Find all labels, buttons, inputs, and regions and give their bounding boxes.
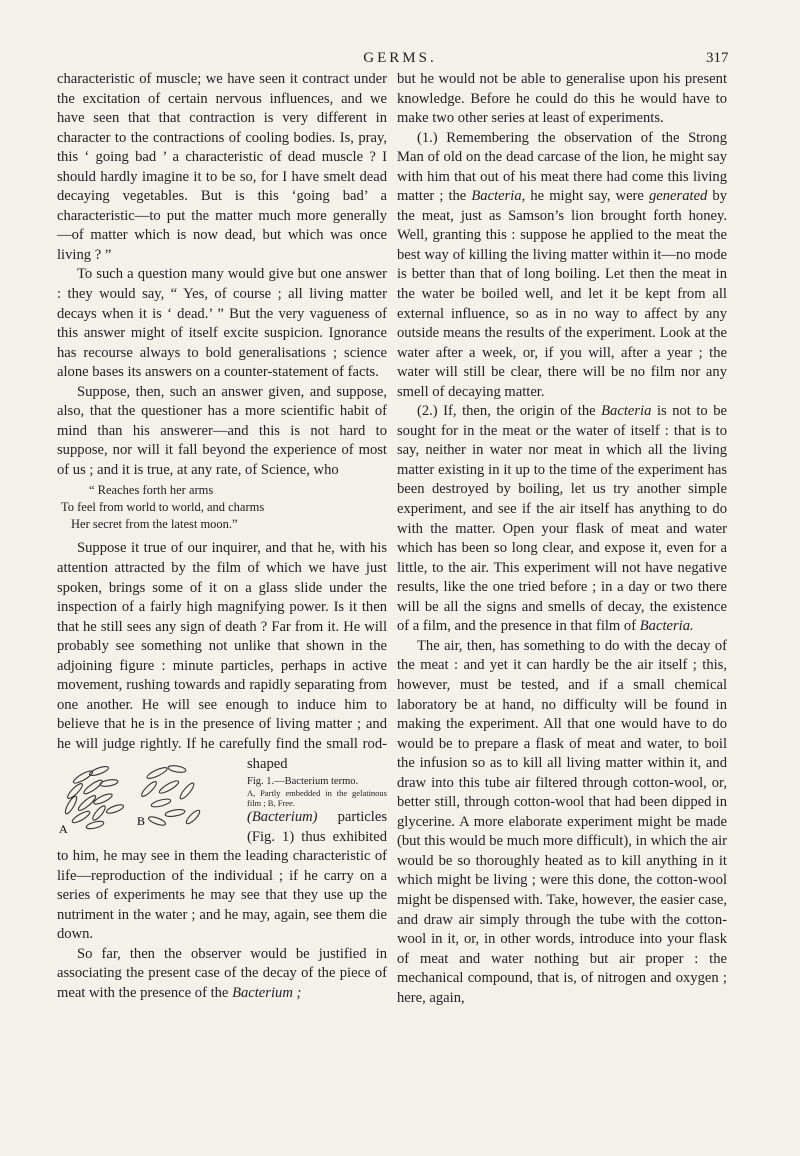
poem-line: “ Reaches forth her arms bbox=[89, 483, 214, 498]
paragraph-text: by the meat, just as Samson’s lion brought forth honey. Well, granting this : suppose he applied to the meat the best way of killing the living matter within it—no mode is better than that of long boiling. Let then the meat in the water be boiled well, and let it be kept from all external influence, so as in no way to affect by any outside means the results of the experiment. Look at the water after a week, or, if you will, after a year ; the water will still be clear, there will be no film nor any smell of decaying matter. bbox=[397, 188, 728, 400]
running-header-title: GERMS. bbox=[363, 50, 437, 66]
left-column bbox=[57, 70, 387, 1004]
paragraph bbox=[397, 402, 727, 637]
italic-term: Bacterium ; bbox=[232, 984, 302, 1001]
paragraph-text: So far, then the observer would be justified in associating the present case of the decay of the piece of meat with the presence of the bbox=[57, 945, 387, 1001]
paragraph: Suppose, then, such an answer given, and suppose, also, that the questioner has a more scientific habit of mind than his answerer—and this is not hard to suppose, nor will it fall beyond the experience of most of us ; and it is true, at any rate, of Science, who bbox=[57, 383, 387, 478]
figure-caption: Fig. 1.—Bacterium termo. bbox=[247, 776, 359, 788]
italic-term: generated bbox=[648, 188, 708, 205]
paragraph: but he would not be able to generalise upon his present knowledge. Before he could do this he would have to make two other series at least of experiments. bbox=[397, 71, 727, 127]
figure-sub-caption: A, Partly embedded in the gelatinous film ; B, Free. bbox=[247, 788, 387, 809]
bacterium-illustration bbox=[57, 759, 237, 835]
right-column bbox=[397, 70, 727, 1008]
poem-line: Her secret from the latest moon.” bbox=[71, 517, 238, 532]
italic-term: Bacteria. bbox=[639, 618, 694, 635]
page-number: 317 bbox=[706, 50, 729, 66]
bacteria-free-b bbox=[140, 764, 202, 826]
paragraph bbox=[57, 945, 387, 1004]
figure-label-b: B bbox=[137, 813, 146, 828]
paragraph bbox=[397, 129, 727, 403]
poem-line: To feel from world to world, and charms bbox=[61, 500, 265, 515]
paragraph: characteristic of muscle; we have seen it contract under the excitation of certain nervous influences, and we have seen that that contraction is very different in character to the contractions of cooling bodies. Is, pray, this ‘ going bad ’ a characteristic of dead muscle ? I should hardly imagine it to be so, for I have smelt dead decaying vegetables. But is this ‘going bad’ a characteristic—to put the matter much more generally—of matter which is now dead, but which was once living ? ” bbox=[57, 71, 387, 263]
paragraph-text: particles (Fig. 1) thus exhibited to him, he may see in them the leading characteristic of life—reproduction of the individual ; if he carry on a series of experiments he may see that they use up the nutriment in the water ; and he may, again, see them die down. bbox=[57, 809, 387, 943]
paragraph: The air, then, has something to do with the decay of the meat : and yet it can hardly be the air itself ; this, however, must be tested, and if a small chemical laboratory be at hand, no difficulty will be found in making the experiment. All that one would have to do would be to prepare a flask of meat and water, to boil the infusion so as to kill all living matter within it, and draw into this tube air filtered through cotton-wool, or, better still, through cotton-wool that had been dipped in glycerine. A more elaborate experiment might be made (but this would be much more difficult), in which the air would be so thoroughly heated as to kill anything in it which might be living ; were this done, the cotton-wool might be dispensed with. Take, however, the easier case, and draw air simply through the tube with the cotton-wool in it, or, in other words, introduce into your flask of meat and water nothing but air proper : the mechanical compound, that is, of nitrogen and oxygen ; here, again, bbox=[397, 637, 727, 1006]
paragraph-text: Suppose it true of our inquirer, and that he, with his attention attracted by the film of which we have just spoken, brings some of it on a glass slide under the inspection of a fairly high magnifying power. Is it then that he still sees any sign of death ? Far from it. He will probably see something not unlike that shown in the adjoining figure : minute particles, perhaps in active movement, rushing towards and rapidly separating from one another. He will see enough to induce him to believe that he is in the presence of living matter ; and he will judge rightly. If he carefully find the small rod-shaped bbox=[57, 540, 387, 772]
paragraph-text: (1.) Remembering the observation of the Strong Man of old on the dead carcase of the lion, he might say with him that out of his meat there had come this living matter ; the bbox=[397, 129, 727, 205]
paragraph-text: (2.) If, then, the origin of the bbox=[417, 403, 596, 420]
paragraph-text: is not to be sought for in the meat or the water of itself : that is to say, neither in water nor meat in which all the living matter existing in it up to the time of the experiment has been destroyed by boiling, let us try another simple experiment, and see if the air itself has anything to do with the matter. Open your flask of meat and water which has been so long clear, and expose it, even for a little, to the air. This experiment will not have negative results, like the one tried before ; in a day or two there will be all the signs and smells of decay, the existence of a film, and the presence in that film of bbox=[397, 403, 728, 635]
figure-label-a: A bbox=[59, 821, 68, 835]
italic-term: (Bacterium) bbox=[247, 809, 318, 826]
italic-term: Bacteria bbox=[601, 403, 652, 420]
italic-term: Bacteria, bbox=[471, 188, 526, 205]
paragraph: To such a question many would give but one answer : they would say, “ Yes, of course ; all living matter decays when it is ‘ dead.’ ” But the very vagueness of this answer might of itself excite suspicion. Ignorance has recourse always to bold generalisations ; science alone bases its answers on a counter-statement of facts. bbox=[57, 266, 387, 381]
paragraph-text: he might say, were bbox=[530, 188, 644, 205]
bacteria-cluster-a bbox=[63, 764, 124, 829]
poem-quote bbox=[57, 482, 387, 533]
figure-1 bbox=[57, 759, 237, 835]
